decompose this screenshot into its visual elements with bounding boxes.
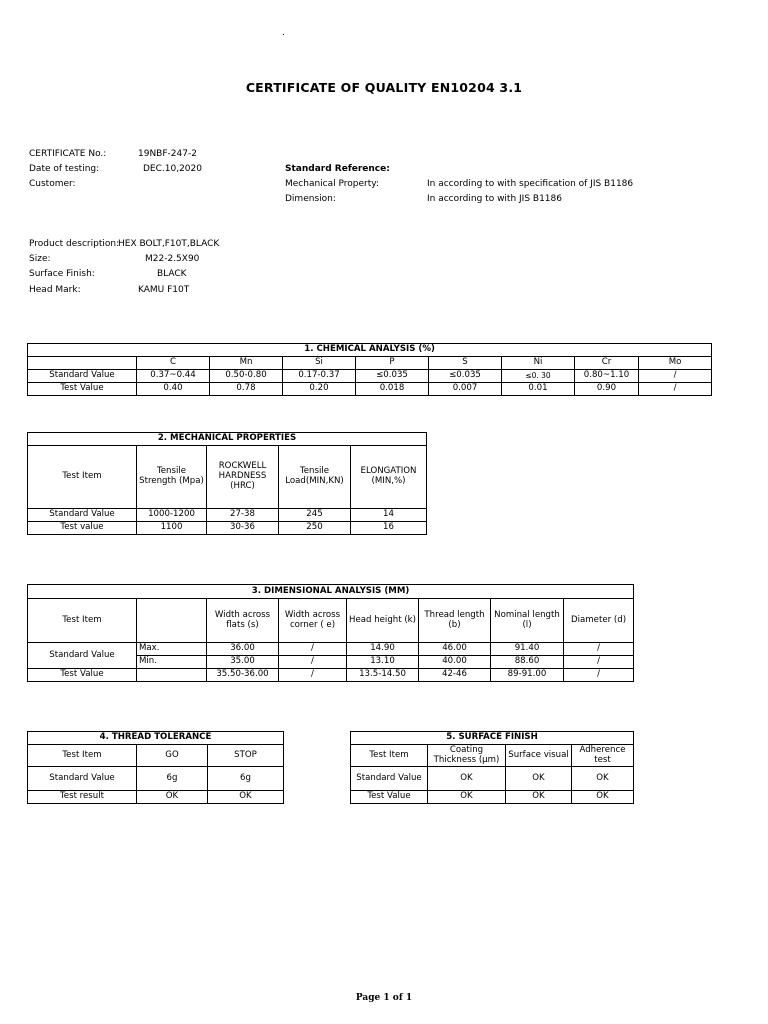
- thread-item-header: Test Item: [28, 745, 137, 767]
- table-cell: 36.00: [207, 643, 279, 656]
- dimensional-analysis-table: [27, 584, 634, 682]
- table-cell: 0.018: [356, 383, 429, 396]
- table-cell: 6g: [208, 767, 284, 791]
- dim-col-header: Width across flats (s): [207, 599, 279, 643]
- table-row: [28, 383, 712, 396]
- table-cell: OK: [506, 791, 572, 804]
- table-cell: 0.17-0.37: [283, 370, 356, 383]
- table-row: [28, 767, 284, 791]
- row-label: Standard Value: [351, 767, 428, 791]
- chem-corner-cell: [28, 357, 137, 370]
- stray-dot: .: [282, 28, 285, 38]
- chem-col-header: P: [356, 357, 429, 370]
- row-label: Test result: [28, 791, 137, 804]
- table-cell: 30-36: [207, 522, 279, 535]
- table-cell: 0.40: [137, 383, 210, 396]
- mech-col-header: Tensile Strength (Mpa): [137, 446, 207, 509]
- size-value: M22-2.5X90: [145, 254, 200, 264]
- mechanical-properties-table: [27, 432, 427, 535]
- table-cell: 13.5-14.50: [347, 669, 419, 682]
- table-row: [28, 791, 284, 804]
- table-cell: 14.90: [347, 643, 419, 656]
- surface-col-header: Adherence test: [572, 745, 634, 767]
- table-cell: OK: [428, 767, 506, 791]
- head-mark-label: Head Mark:: [29, 285, 81, 295]
- surface-item-header: Test Item: [351, 745, 428, 767]
- table-cell: 40.00: [419, 656, 491, 669]
- table-cell: /: [639, 370, 712, 383]
- table-cell: /: [564, 656, 634, 669]
- size-label: Size:: [29, 254, 51, 264]
- surface-finish-label: Surface Finish:: [29, 269, 95, 279]
- table-cell: 0.007: [429, 383, 502, 396]
- row-label: Standard Value: [28, 509, 137, 522]
- table-cell: /: [564, 669, 634, 682]
- dimensional-analysis-title: 3. DIMENSIONAL ANALYSIS (MM): [28, 585, 634, 599]
- table-cell: 1000-1200: [137, 509, 207, 522]
- row-label: Test Value: [28, 669, 137, 682]
- chem-col-header: Mo: [639, 357, 712, 370]
- table-row: [351, 791, 634, 804]
- dimension-label: Dimension:: [285, 194, 336, 204]
- table-cell: OK: [208, 791, 284, 804]
- table-cell: 1100: [137, 522, 207, 535]
- table-cell: 88.60: [491, 656, 564, 669]
- testing-date-value: DEC.10,2020: [143, 164, 202, 174]
- table-cell: 245: [279, 509, 351, 522]
- table-cell: /: [279, 643, 347, 656]
- table-row: [28, 522, 427, 535]
- table-row: [28, 643, 634, 656]
- max-label: Max.: [137, 643, 207, 656]
- table-cell: 16: [351, 522, 427, 535]
- table-cell: 89-91.00: [491, 669, 564, 682]
- thread-col-header: GO: [137, 745, 208, 767]
- table-cell: /: [564, 643, 634, 656]
- table-cell: 91.40: [491, 643, 564, 656]
- row-label: Standard Value: [28, 370, 137, 383]
- dim-item-header: Test Item: [28, 599, 137, 643]
- surface-col-header: Coating Thickness (μm): [428, 745, 506, 767]
- table-cell: 0.80~1.10: [575, 370, 639, 383]
- row-label: Standard Value: [28, 643, 137, 669]
- table-cell: 0.78: [210, 383, 283, 396]
- product-description-value: HEX BOLT,F10T,BLACK: [118, 239, 220, 249]
- mech-item-header: Test Item: [28, 446, 137, 509]
- chem-col-header: Si: [283, 357, 356, 370]
- table-cell: 0.20: [283, 383, 356, 396]
- dim-col-header: Width across corner ( e): [279, 599, 347, 643]
- row-label: Test value: [28, 522, 137, 535]
- table-cell: OK: [137, 791, 208, 804]
- dimension-value: In according to with JIS B1186: [427, 194, 562, 204]
- table-cell: OK: [572, 767, 634, 791]
- table-cell: 0.37~0.44: [137, 370, 210, 383]
- table-cell: OK: [506, 767, 572, 791]
- table-cell: 0.50-0.80: [210, 370, 283, 383]
- table-cell: 6g: [137, 767, 208, 791]
- table-cell: 14: [351, 509, 427, 522]
- certificate-number-value: 19NBF-247-2: [138, 149, 197, 159]
- table-cell: 250: [279, 522, 351, 535]
- dim-col-header: Thread length (b): [419, 599, 491, 643]
- testing-date-label: Date of testing:: [29, 164, 100, 174]
- table-cell: 27-38: [207, 509, 279, 522]
- table-row: [28, 509, 427, 522]
- table-cell: OK: [428, 791, 506, 804]
- row-label: Test Value: [28, 383, 137, 396]
- chem-col-header: C: [137, 357, 210, 370]
- chem-col-header: Cr: [575, 357, 639, 370]
- table-cell: 35.50-36.00: [207, 669, 279, 682]
- table-cell: ≤0. 30: [502, 370, 575, 383]
- row-label: Test Value: [351, 791, 428, 804]
- table-row: [28, 669, 634, 682]
- surface-finish-title: 5. SURFACE FINISH: [351, 732, 634, 745]
- dim-col-header: Diameter (d): [564, 599, 634, 643]
- thread-col-header: STOP: [208, 745, 284, 767]
- dim-col-header: Nominal length (l): [491, 599, 564, 643]
- standard-reference-label: Standard Reference:: [285, 164, 390, 174]
- mech-col-header: Tensile Load(MIN,KN): [279, 446, 351, 509]
- table-cell: 0.01: [502, 383, 575, 396]
- certificate-number-label: CERTIFICATE No.:: [29, 149, 107, 159]
- row-label: Standard Value: [28, 767, 137, 791]
- dim-col-header: Head height (k): [347, 599, 419, 643]
- table-cell: 13.10: [347, 656, 419, 669]
- table-cell: ≤0.035: [356, 370, 429, 383]
- surface-finish-value: BLACK: [157, 269, 187, 279]
- mechanical-property-value: In according to with specification of JIS B1186: [427, 179, 634, 189]
- mech-col-header: ELONGATION (MIN,%): [351, 446, 427, 509]
- table-cell: [137, 669, 207, 682]
- table-cell: /: [279, 656, 347, 669]
- mechanical-properties-title: 2. MECHANICAL PROPERTIES: [28, 433, 427, 446]
- table-cell: ≤0.035: [429, 370, 502, 383]
- table-cell: 46.00: [419, 643, 491, 656]
- thread-tolerance-title: 4. THREAD TOLERANCE: [28, 732, 284, 745]
- thread-tolerance-table: [27, 731, 284, 804]
- table-row: [28, 370, 712, 383]
- head-mark-value: KAMU F10T: [138, 285, 190, 295]
- page-title: CERTIFICATE OF QUALITY EN10204 3.1: [245, 80, 523, 95]
- chem-col-header: S: [429, 357, 502, 370]
- surface-col-header: Surface visual: [506, 745, 572, 767]
- table-cell: 42-46: [419, 669, 491, 682]
- dim-subhead-cell: [137, 599, 207, 643]
- chem-col-header: Mn: [210, 357, 283, 370]
- chemical-analysis-table: [27, 343, 712, 396]
- chemical-analysis-title: 1. CHEMICAL ANALYSIS (%): [28, 344, 712, 357]
- table-cell: /: [639, 383, 712, 396]
- table-cell: 0.90: [575, 383, 639, 396]
- table-cell: 35.00: [207, 656, 279, 669]
- min-label: Min.: [137, 656, 207, 669]
- chem-col-header: Ni: [502, 357, 575, 370]
- mechanical-property-label: Mechanical Property:: [285, 179, 379, 189]
- page-footer: Page 1 of 1: [355, 993, 413, 1003]
- mech-col-header: ROCKWELL HARDNESS (HRC): [207, 446, 279, 509]
- table-cell: /: [279, 669, 347, 682]
- surface-finish-table: [350, 731, 634, 804]
- customer-label: Customer:: [29, 179, 76, 189]
- table-row: [351, 767, 634, 791]
- table-cell: OK: [572, 791, 634, 804]
- product-description-label: Product description:: [29, 239, 120, 249]
